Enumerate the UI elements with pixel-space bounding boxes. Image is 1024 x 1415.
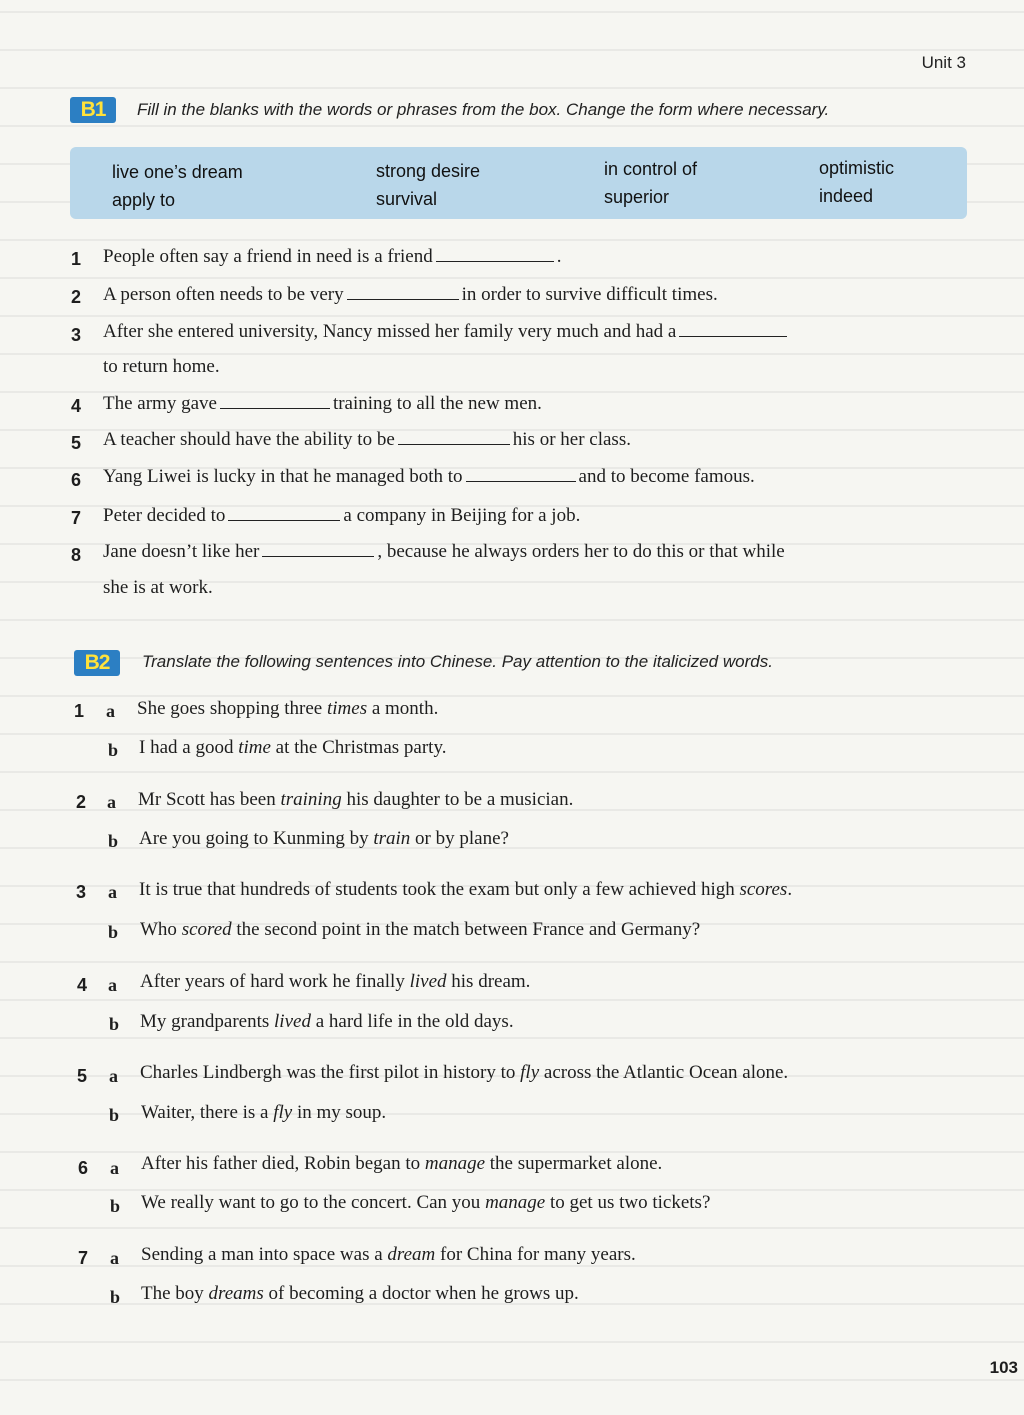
b1-item-8 [103, 541, 785, 563]
b1-item-1 [103, 246, 562, 268]
sentence-text: she is at work. [103, 577, 213, 598]
part-label-b: b [108, 740, 119, 760]
b2-item-number: 7 [77, 1248, 88, 1268]
b1-item-7 [103, 505, 580, 527]
unit-label: Unit 3 [921, 53, 966, 72]
b2-item-5a: Charles Lindbergh was the first pilot in history to fly across the Atlantic Ocean alone. [140, 1062, 789, 1083]
word-box-item: live one’s dream [112, 162, 243, 182]
b2-badge: B2 [74, 650, 120, 676]
answer-blank[interactable] [679, 335, 787, 337]
sentence-text: Yang Liwei is lucky in that he managed both to [103, 466, 463, 487]
b2-item-2b: Are you going to Kunming by train or by plane? [139, 828, 509, 849]
part-label-a: a [110, 1248, 119, 1268]
word-box-item: superior [604, 187, 670, 207]
b1-item-8-cont [103, 577, 213, 599]
part-label-b: b [108, 922, 119, 942]
b2-item-1a: She goes shopping three times a month. [137, 698, 439, 719]
sentence-text: After she entered university, Nancy missed her family very much and had a [103, 321, 677, 342]
sentence-text: Jane doesn’t like her [103, 541, 260, 562]
b2-item-4b: My grandparents lived a hard life in the old days. [140, 1011, 514, 1032]
part-label-a: a [107, 792, 116, 812]
b2-item-3a: It is true that hundreds of students took the exam but only a few achieved high scores. [139, 879, 793, 900]
part-label-b: b [109, 1105, 120, 1125]
b1-instruction: Fill in the blanks with the words or phrases from the box. Change the form where necessary. [137, 100, 830, 119]
b2-item-6a: After his father died, Robin began to manage the supermarket alone. [141, 1153, 663, 1174]
b2-item-5b: Waiter, there is a fly in my soup. [141, 1102, 387, 1123]
b2-item-number: 5 [76, 1066, 87, 1086]
b2-item-number: 2 [75, 792, 86, 812]
b1-badge: B1 [70, 97, 116, 123]
sentence-text: , because he always orders her to do this or that while [377, 541, 785, 562]
b1-item-4 [103, 393, 542, 415]
b1-item-3-cont [103, 356, 220, 378]
part-label-b: b [108, 831, 119, 851]
b2-item-4a: After years of hard work he finally lived his dream. [140, 971, 531, 992]
b1-item-number: 4 [70, 396, 81, 416]
b1-item-number: 8 [70, 545, 81, 565]
answer-blank[interactable] [347, 298, 459, 300]
sentence-text: A teacher should have the ability to be [103, 429, 395, 450]
b2-item-number: 1 [73, 701, 84, 721]
sentence-text: to return home. [103, 356, 220, 377]
answer-blank[interactable] [220, 407, 330, 409]
answer-blank[interactable] [436, 260, 554, 262]
b2-item-2a: Mr Scott has been training his daughter to be a musician. [138, 789, 574, 810]
word-box [70, 147, 967, 219]
sentence-text: his or her class. [512, 429, 631, 450]
part-label-b: b [110, 1196, 121, 1216]
sentence-text: A person often needs to be very [103, 284, 344, 305]
part-label-a: a [109, 1066, 118, 1086]
part-label-b: b [110, 1287, 121, 1307]
b1-item-2 [103, 284, 718, 306]
answer-blank[interactable] [398, 443, 510, 445]
b2-item-number: 3 [75, 882, 86, 902]
b1-item-3 [103, 321, 790, 343]
answer-blank[interactable] [228, 519, 340, 521]
word-box-item: optimistic [819, 158, 895, 178]
b2-item-6b: We really want to go to the concert. Can you manage to get us two tickets? [141, 1192, 711, 1213]
sentence-text: . [556, 246, 562, 267]
b1-item-number: 3 [70, 325, 81, 345]
b1-item-number: 5 [70, 433, 81, 453]
word-box-item: apply to [112, 190, 176, 210]
part-label-a: a [108, 882, 117, 902]
sentence-text: in order to survive difficult times. [461, 284, 718, 305]
b2-item-7a: Sending a man into space was a dream for China for many years. [141, 1244, 636, 1265]
b1-item-5 [103, 429, 631, 451]
part-label-b: b [109, 1014, 120, 1034]
b2-item-number: 6 [77, 1158, 88, 1178]
answer-blank[interactable] [466, 480, 576, 482]
word-box-item: strong desire [376, 161, 481, 181]
sentence-text: and to become famous. [578, 466, 755, 487]
b1-item-6 [103, 466, 755, 488]
part-label-a: a [110, 1158, 119, 1178]
b2-item-number: 4 [76, 975, 87, 995]
answer-blank[interactable] [262, 555, 374, 557]
b2-item-1b: I had a good time at the Christmas party. [139, 737, 447, 758]
b2-instruction: Translate the following sentences into Chinese. Pay attention to the italicized words. [142, 652, 773, 671]
b1-item-number: 6 [70, 470, 81, 490]
sentence-text: People often say a friend in need is a friend [103, 246, 433, 267]
b1-item-number: 2 [70, 287, 81, 307]
word-box-item: indeed [819, 186, 874, 206]
sentence-text: The army gave [103, 393, 217, 414]
part-label-a: a [106, 701, 115, 721]
b1-item-number: 7 [70, 508, 81, 528]
b1-item-number: 1 [70, 249, 81, 269]
sentence-text: Peter decided to [103, 505, 226, 526]
word-box-item: in control of [604, 159, 698, 179]
sentence-text: a company in Beijing for a job. [343, 505, 581, 526]
b2-item-3b: Who scored the second point in the match between France and Germany? [140, 919, 701, 940]
sentence-text: training to all the new men. [332, 393, 542, 414]
part-label-a: a [108, 975, 117, 995]
page-number: 103 [989, 1358, 1018, 1377]
b2-item-7b: The boy dreams of becoming a doctor when he grows up. [141, 1283, 579, 1304]
word-box-item: survival [376, 189, 438, 209]
